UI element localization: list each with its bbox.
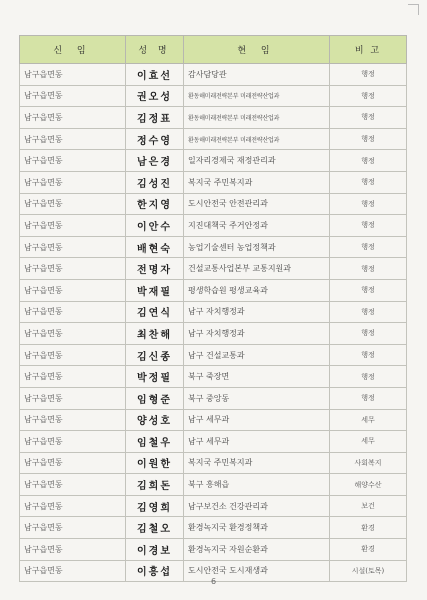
header-name: 성 명 — [126, 36, 184, 64]
current-position-cell: 남구 건설교통과 — [184, 344, 330, 366]
new-location-cell: 남구읍면동 — [20, 215, 126, 237]
name-cell: 임형준 — [126, 387, 184, 409]
note-cell: 행정 — [330, 323, 407, 345]
current-position-cell: 남구 세무과 — [184, 409, 330, 431]
note-cell: 행정 — [330, 279, 407, 301]
table-row — [20, 171, 407, 193]
current-position-cell: 도시안전국 안전관리과 — [184, 193, 330, 215]
name-cell: 남은경 — [126, 150, 184, 172]
note-cell: 행정 — [330, 236, 407, 258]
name-cell: 한지영 — [126, 193, 184, 215]
current-position-cell: 북구 죽장면 — [184, 366, 330, 388]
table-row — [20, 409, 407, 431]
note-cell: 세무 — [330, 409, 407, 431]
name-cell: 김정표 — [126, 107, 184, 129]
table-row — [20, 495, 407, 517]
table-row — [20, 107, 407, 129]
table-row — [20, 236, 407, 258]
name-cell: 김연식 — [126, 301, 184, 323]
new-location-cell: 남구읍면동 — [20, 366, 126, 388]
table-row — [20, 387, 407, 409]
new-location-cell: 남구읍면동 — [20, 279, 126, 301]
name-cell: 김성진 — [126, 171, 184, 193]
page-number: 6 — [210, 577, 217, 586]
personnel-table — [19, 35, 407, 582]
name-cell: 박정필 — [126, 366, 184, 388]
note-cell: 행정 — [330, 258, 407, 280]
name-cell: 이효선 — [126, 64, 184, 86]
note-cell: 세무 — [330, 431, 407, 453]
note-cell: 행정 — [330, 344, 407, 366]
current-position-cell: 복지국 주민복지과 — [184, 171, 330, 193]
new-location-cell: 남구읍면동 — [20, 128, 126, 150]
new-location-cell: 남구읍면동 — [20, 258, 126, 280]
note-cell: 행정 — [330, 64, 407, 86]
scan-corner-mark — [408, 4, 419, 15]
new-location-cell: 남구읍면동 — [20, 517, 126, 539]
new-location-cell: 남구읍면동 — [20, 452, 126, 474]
note-cell: 환경 — [330, 539, 407, 561]
new-location-cell: 남구읍면동 — [20, 495, 126, 517]
table-row — [20, 539, 407, 561]
table-row — [20, 431, 407, 453]
note-cell: 행정 — [330, 193, 407, 215]
new-location-cell: 남구읍면동 — [20, 236, 126, 258]
note-cell: 행정 — [330, 387, 407, 409]
table-row — [20, 279, 407, 301]
name-cell: 권오성 — [126, 85, 184, 107]
current-position-cell: 남구 자치행정과 — [184, 323, 330, 345]
header-current-position: 현 임 — [184, 36, 330, 64]
name-cell: 전명자 — [126, 258, 184, 280]
table-row — [20, 366, 407, 388]
current-position-cell: 북구 중앙동 — [184, 387, 330, 409]
table-row — [20, 85, 407, 107]
table-header-row — [20, 36, 407, 64]
current-position-cell: 환동해미래전략본부 미래전략산업과 — [184, 107, 330, 129]
header-note: 비 고 — [330, 36, 407, 64]
name-cell: 정수영 — [126, 128, 184, 150]
note-cell: 시설(토목) — [330, 560, 407, 582]
new-location-cell: 남구읍면동 — [20, 431, 126, 453]
current-position-cell: 남구 자치행정과 — [184, 301, 330, 323]
note-cell: 행정 — [330, 215, 407, 237]
new-location-cell: 남구읍면동 — [20, 560, 126, 582]
current-position-cell: 농업기술센터 농업정책과 — [184, 236, 330, 258]
table-row — [20, 323, 407, 345]
new-location-cell: 남구읍면동 — [20, 85, 126, 107]
note-cell: 행정 — [330, 301, 407, 323]
name-cell: 임철우 — [126, 431, 184, 453]
name-cell: 이안수 — [126, 215, 184, 237]
table-row — [20, 452, 407, 474]
table-row — [20, 64, 407, 86]
note-cell: 행정 — [330, 150, 407, 172]
current-position-cell: 일자리경제국 재정관리과 — [184, 150, 330, 172]
new-location-cell: 남구읍면동 — [20, 409, 126, 431]
table-row — [20, 215, 407, 237]
new-location-cell: 남구읍면동 — [20, 107, 126, 129]
table-row — [20, 344, 407, 366]
note-cell: 사회복지 — [330, 452, 407, 474]
table-row — [20, 258, 407, 280]
new-location-cell: 남구읍면동 — [20, 344, 126, 366]
table-row — [20, 474, 407, 496]
new-location-cell: 남구읍면동 — [20, 387, 126, 409]
name-cell: 김신종 — [126, 344, 184, 366]
note-cell: 행정 — [330, 128, 407, 150]
name-cell: 김영희 — [126, 495, 184, 517]
new-location-cell: 남구읍면동 — [20, 474, 126, 496]
current-position-cell: 복지국 주민복지과 — [184, 452, 330, 474]
name-cell: 김희돈 — [126, 474, 184, 496]
new-location-cell: 남구읍면동 — [20, 301, 126, 323]
current-position-cell: 환경녹지국 자원순환과 — [184, 539, 330, 561]
current-position-cell: 감사담당관 — [184, 64, 330, 86]
note-cell: 보건 — [330, 495, 407, 517]
new-location-cell: 남구읍면동 — [20, 64, 126, 86]
current-position-cell: 평생학습원 평생교육과 — [184, 279, 330, 301]
new-location-cell: 남구읍면동 — [20, 323, 126, 345]
table-row — [20, 193, 407, 215]
header-location: 신 임 — [20, 36, 126, 64]
note-cell: 해양수산 — [330, 474, 407, 496]
name-cell: 이흥섭 — [126, 560, 184, 582]
table-row — [20, 301, 407, 323]
current-position-cell: 남구보건소 건강관리과 — [184, 495, 330, 517]
note-cell: 행정 — [330, 366, 407, 388]
name-cell: 최찬해 — [126, 323, 184, 345]
name-cell: 박재필 — [126, 279, 184, 301]
table-row — [20, 517, 407, 539]
current-position-cell: 환경녹지국 환경정책과 — [184, 517, 330, 539]
name-cell: 양성호 — [126, 409, 184, 431]
name-cell: 이원한 — [126, 452, 184, 474]
note-cell: 행정 — [330, 107, 407, 129]
current-position-cell: 환동해미래전략본부 미래전략산업과 — [184, 85, 330, 107]
name-cell: 배현숙 — [126, 236, 184, 258]
new-location-cell: 남구읍면동 — [20, 150, 126, 172]
note-cell: 행정 — [330, 171, 407, 193]
current-position-cell: 지진대책국 주거안정과 — [184, 215, 330, 237]
current-position-cell: 북구 흥해읍 — [184, 474, 330, 496]
note-cell: 행정 — [330, 85, 407, 107]
name-cell: 이경보 — [126, 539, 184, 561]
current-position-cell: 환동해미래전략본부 미래전략산업과 — [184, 128, 330, 150]
current-position-cell: 도시안전국 도시재생과 — [184, 560, 330, 582]
table-row — [20, 150, 407, 172]
name-cell: 김철오 — [126, 517, 184, 539]
table-row — [20, 128, 407, 150]
new-location-cell: 남구읍면동 — [20, 171, 126, 193]
current-position-cell: 남구 세무과 — [184, 431, 330, 453]
note-cell: 환경 — [330, 517, 407, 539]
current-position-cell: 건설교통사업본부 교통지원과 — [184, 258, 330, 280]
new-location-cell: 남구읍면동 — [20, 539, 126, 561]
new-location-cell: 남구읍면동 — [20, 193, 126, 215]
